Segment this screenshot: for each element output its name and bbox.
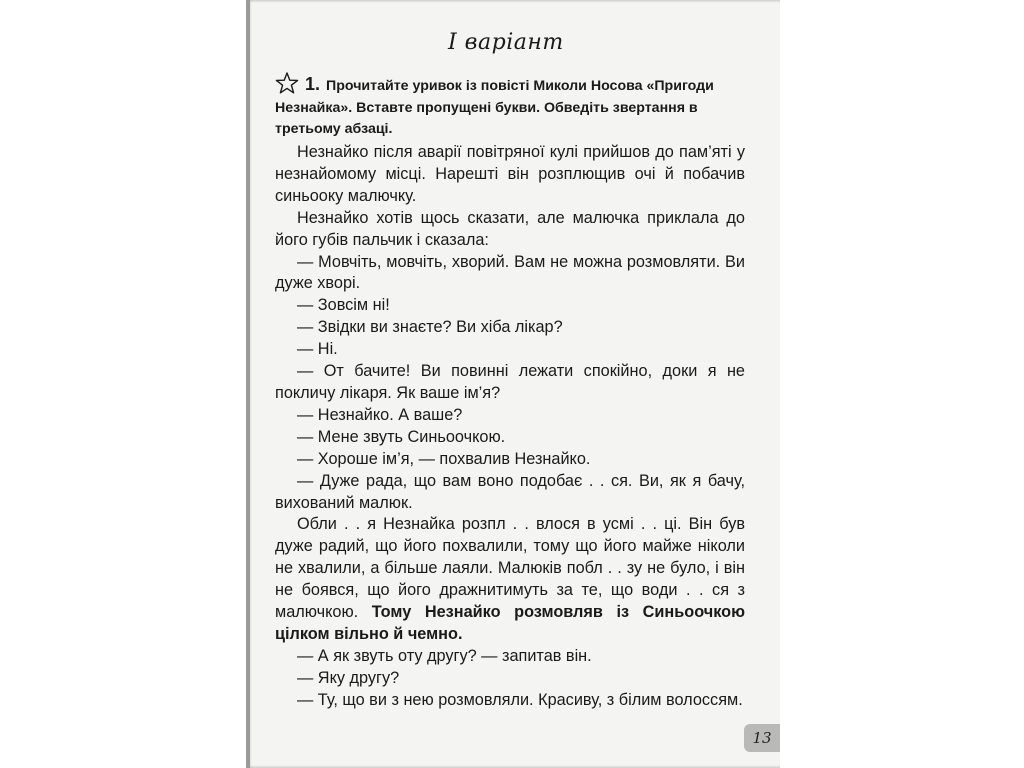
- page-number: 13: [744, 724, 780, 752]
- paragraph-text: Обли . . я Незнайка розпл . . влося в усмі . . ці. Він був дуже радий, що його похвалили, тому що його майже ніколи не хвалили, а більше лаяли. Малюків побл . . зу не було, і він не боявся, що його дражнитимуть за те, що води . . ся з малючкою.: [275, 515, 745, 622]
- paragraph-with-bold: [275, 514, 745, 645]
- paragraph: Незнайко після аварії повітряної кулі прийшов до пам’яті у незнайомому місці. Нарешті він розплющив очі й побачив синьооку малючку.: [275, 143, 745, 205]
- bold-sentence: Тому Незнайко розмовляв із Синьоочкою цілком вільно й чемно.: [275, 603, 745, 643]
- paragraph: — Незнайко. А ваше?: [297, 405, 463, 424]
- paragraph: — От бачите! Ви повинні лежати спокійно, доки я не покличу лікаря. Як ваше ім’я?: [275, 362, 745, 402]
- task-instruction: [275, 72, 755, 141]
- paragraph: — Зовсім ні!: [297, 296, 390, 315]
- task-text: Прочитайте уривок із повісті Миколи Носова «Пригоди Незнайка». Вставте пропущені букви. Обведіть звертання в третьому абзаці.: [275, 78, 714, 137]
- paragraph: — Ту, що ви з нею розмовляли. Красиву, з білим волоссям.: [297, 690, 743, 709]
- paragraph: — Мовчіть, мовчіть, хворий. Вам не можна розмовляти. Ви дуже хворі.: [275, 252, 745, 293]
- paragraph: Незнайко хотів щось сказати, але малючка приклала до його губів пальчик і сказала:: [275, 208, 745, 249]
- paragraph: — Дуже рада, що вам воно подобає . . ся. Ви, як я бачу, вихований малюк.: [275, 471, 745, 512]
- paragraph: — Яку другу?: [297, 668, 400, 687]
- paragraph: — Хороше ім’я, — похвалив Незнайко.: [297, 449, 591, 468]
- paragraph: — Ні.: [297, 340, 338, 359]
- paragraph: — А як звуть оту другу? — запитав він.: [297, 646, 592, 665]
- page-gutter-shadow: [246, 0, 250, 768]
- story-excerpt: [275, 142, 745, 712]
- variant-title: І варіант: [448, 30, 564, 55]
- task-number: 1.: [305, 74, 321, 94]
- paragraph: — Мене звуть Синьоочкою.: [297, 427, 506, 446]
- paragraph: — Звідки ви знаєте? Ви хіба лікар?: [297, 318, 563, 337]
- star-outline-icon: [275, 72, 299, 94]
